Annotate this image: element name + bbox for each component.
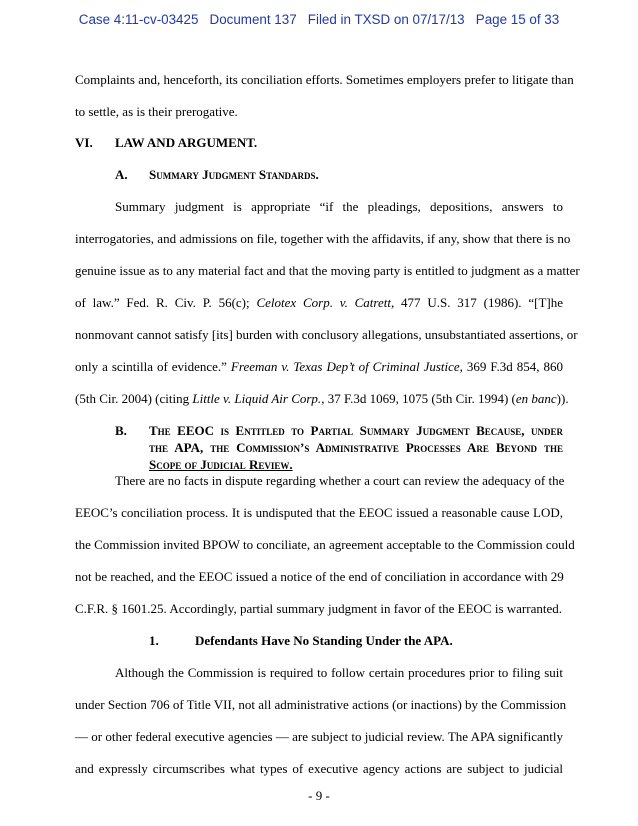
paragraph-line: There are no facts in dispute regarding whether a court can review the adequacy of the [115,473,565,488]
subsection-number: B. [115,423,127,438]
subsection-heading-b: Scope of Judicial Review. [149,457,293,472]
paragraph-line: not be reached, and the EEOC issued a notice of the end of conciliation in accordance with 29 [75,569,564,584]
paragraph-line: EEOC’s conciliation process. It is undisputed that the EEOC issued a reasonable cause LOD, [75,505,563,520]
section-title: LAW AND ARGUMENT. [115,135,258,150]
paragraph-line: (5th Cir. 2004) (citing Little v. Liquid Air Corp., 37 F.3d 1069, 1075 (5th Cir. 1994) (en banc)). [75,391,569,406]
subsection-heading-b: The EEOC is Entitled to Partial Summary Judgment Because, under [149,423,563,438]
paragraph-line: of law.” Fed. R. Civ. P. 56(c); Celotex Corp. v. Catrett, 477 U.S. 317 (1986). “[T]he [75,295,563,310]
subheading-1 [149,633,563,649]
section-number: VI. [75,135,93,150]
paragraph-line: the Commission invited BPOW to conciliate, an agreement acceptable to the Commission could [75,537,575,552]
case-citation: Little v. Liquid Air Corp. [192,391,322,406]
paragraph-line: nonmovant cannot satisfy [its] burden with conclusory allegations, unsubstantiated assertions, or [75,327,578,342]
paragraph-line: Although the Commission is required to follow certain procedures prior to filing suit [115,665,563,680]
case-citation: Freeman v. Texas Dep’t of Criminal Justice, [230,359,463,374]
paragraph-line: Complaints and, henceforth, its conciliation efforts. Sometimes employers prefer to litigate than [75,72,574,87]
subheading-number: 1. [149,633,159,648]
paragraph-line: interrogatories, and admissions on file, together with the affidavits, if any, show that there is no [75,231,571,246]
case-header: Case 4:11-cv-03425 Document 137 Filed in TXSD on 07/17/13 Page 15 of 33 [78,12,560,27]
section-heading [75,135,563,151]
subsection-heading-b: the APA, the Commission’s Administrative Processes Are Beyond the [149,440,563,455]
subsection-title: Summary Judgment Standards. [149,167,319,182]
subsection-heading-a [115,167,563,183]
paragraph-line: genuine issue as to any material fact and that the moving party is entitled to judgment as a matter [75,263,580,278]
paragraph-line: only a scintilla of evidence.” Freeman v. Texas Dep’t of Criminal Justice, 369 F.3d 854, 860 [75,359,563,374]
paragraph-line: to settle, as is their prerogative. [75,104,238,119]
paragraph-line: — or other federal executive agencies — are subject to judicial review. The APA significantly [75,729,563,744]
paragraph-line: C.F.R. § 1601.25. Accordingly, partial summary judgment in favor of the EEOC is warranted. [75,601,562,616]
paragraph-line: Summary judgment is appropriate “if the pleadings, depositions, answers to [115,199,563,214]
case-citation: Celotex Corp. v. Catrett, [256,295,395,310]
subsection-number: A. [115,167,128,182]
page-number: - 9 - [308,788,330,803]
paragraph-line: and expressly circumscribes what types of executive agency actions are subject to judicial [75,761,563,776]
subheading-title: Defendants Have No Standing Under the APA. [195,633,453,648]
paragraph-line: under Section 706 of Title VII, not all administrative actions (or inactions) by the Commission [75,697,567,712]
